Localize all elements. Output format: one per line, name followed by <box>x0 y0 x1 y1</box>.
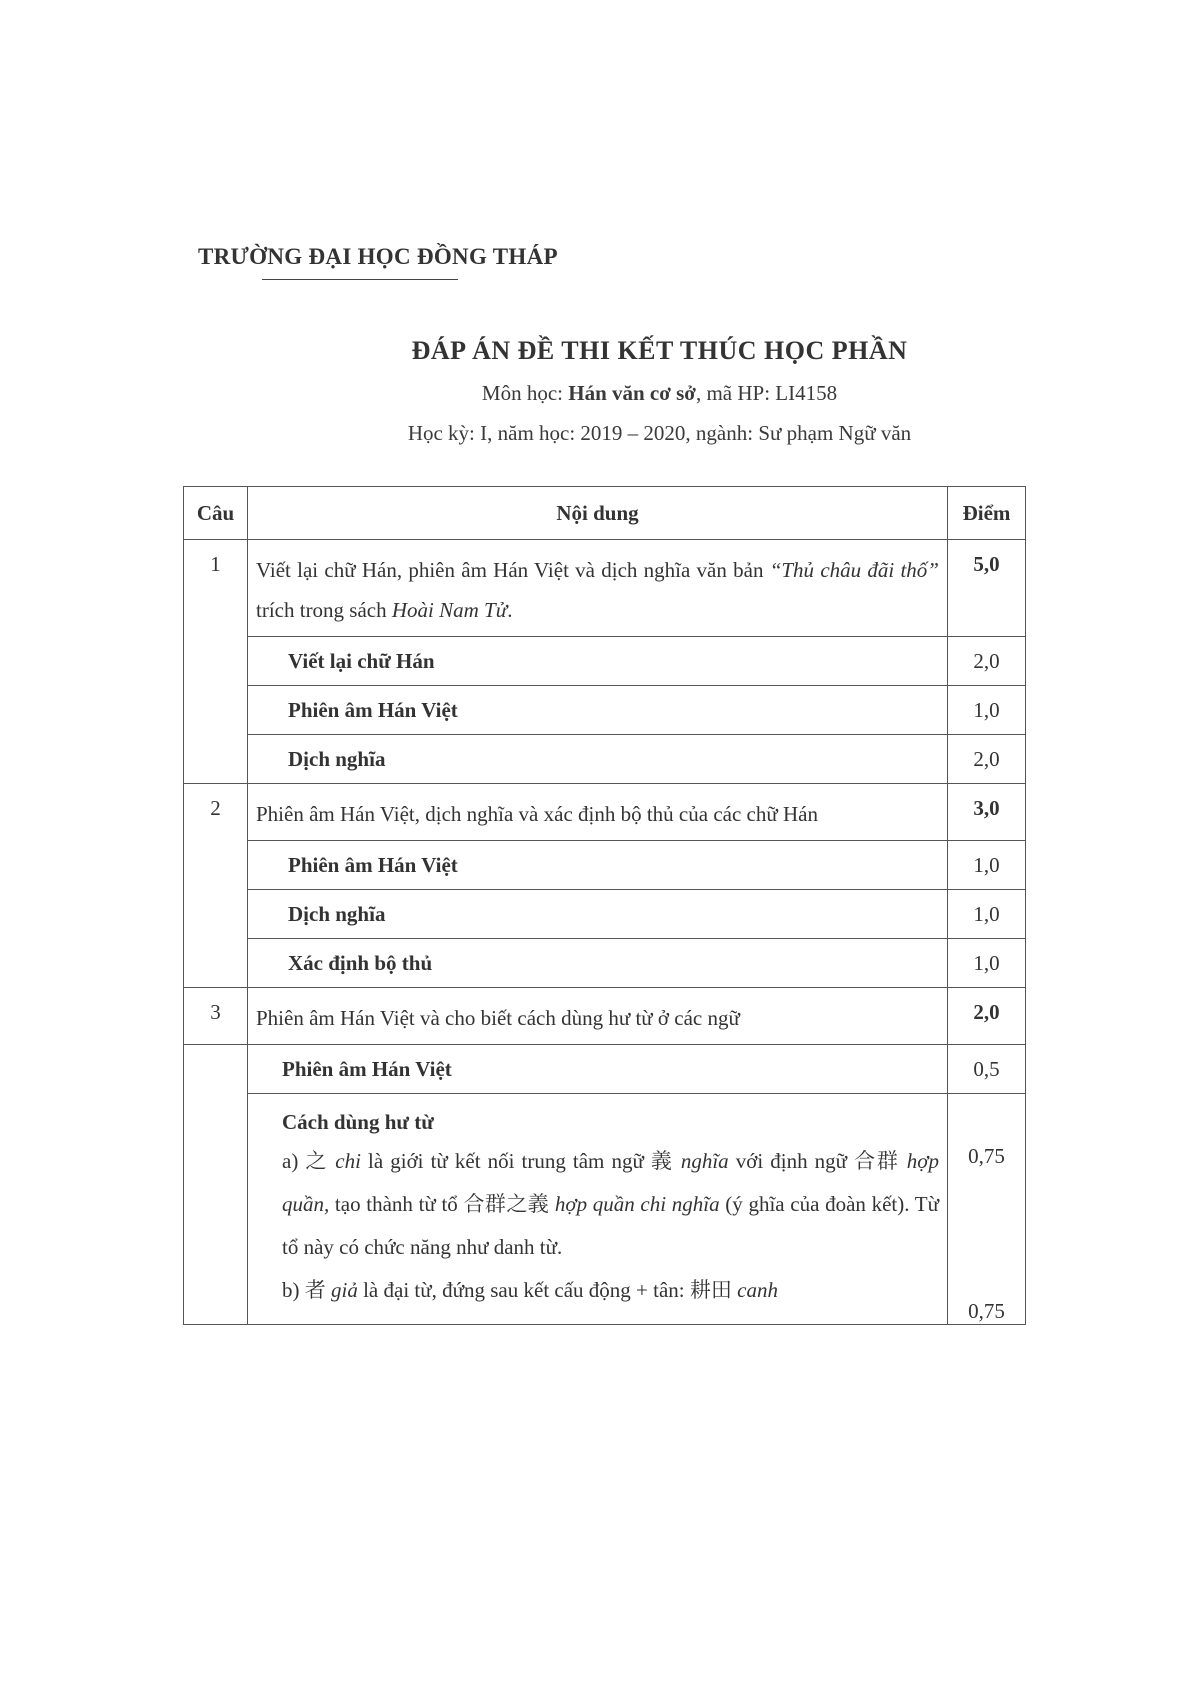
document-title: ĐÁP ÁN ĐỀ THI KẾT THÚC HỌC PHẦN <box>411 336 908 365</box>
table-row <box>184 841 1026 890</box>
question-number: 3 <box>184 988 248 1045</box>
item-marker: a) <box>282 1149 306 1173</box>
han-text: 之 <box>305 1149 329 1173</box>
item-text: là đại từ, đứng sau kết cấu động + tân: <box>357 1278 690 1302</box>
header-question: Câu <box>184 487 248 540</box>
header-points: Điểm <box>948 487 1026 540</box>
part-label: Xác định bộ thủ <box>248 939 948 988</box>
part-label: Phiên âm Hán Việt <box>248 1045 948 1094</box>
table-row <box>184 939 1026 988</box>
part-label: Phiên âm Hán Việt <box>248 686 948 735</box>
part-points: 1,0 <box>948 841 1026 890</box>
table-row <box>184 784 1026 841</box>
han-text: 合群之義 <box>463 1192 550 1216</box>
item-text: với định ngữ <box>728 1149 855 1173</box>
han-text: 者 <box>304 1278 326 1302</box>
han-text: 合群 <box>854 1149 900 1173</box>
subject-prefix: Môn học: <box>481 381 569 405</box>
table-row <box>184 686 1026 735</box>
han-text: 耕田 <box>689 1278 732 1302</box>
part-label: Dịch nghĩa <box>248 735 948 784</box>
question-points: 2,0 <box>948 988 1026 1045</box>
part-label: Dịch nghĩa <box>248 890 948 939</box>
q1-text-b: trích trong sách <box>256 598 392 622</box>
table-row <box>184 735 1026 784</box>
table-row <box>184 890 1026 939</box>
reading: hợp quần chi nghĩa <box>549 1192 720 1216</box>
part-points: 1,0 <box>948 890 1026 939</box>
question-number: 1 <box>184 540 248 784</box>
table-row <box>184 1045 1026 1094</box>
subject-name: Hán văn cơ sở <box>568 381 696 405</box>
question-text <box>248 540 948 637</box>
usage-item-b <box>256 1269 939 1312</box>
table-row <box>184 540 1026 637</box>
q1-quote: “Thủ châu đãi thố” <box>769 558 939 582</box>
subject-suffix: , mã HP: LI4158 <box>695 381 838 405</box>
item-text: tạo thành từ tổ <box>329 1192 464 1216</box>
item-b-points: 0,75 <box>968 1299 1005 1323</box>
table-header-row <box>184 487 1026 540</box>
q1-text-a: Viết lại chữ Hán, phiên âm Hán Việt và dịch nghĩa văn bản <box>256 558 770 582</box>
answer-table <box>183 486 1026 1325</box>
usage-item-a <box>256 1140 939 1269</box>
part-points: 1,0 <box>948 686 1026 735</box>
part-label: Viết lại chữ Hán <box>248 637 948 686</box>
question-number: 2 <box>184 784 248 988</box>
part-points: 0,5 <box>948 1045 1026 1094</box>
part-label: Phiên âm Hán Việt <box>248 841 948 890</box>
question-text: Phiên âm Hán Việt, dịch nghĩa và xác định bộ thủ của các chữ Hán <box>248 784 948 841</box>
item-text: (ý ghĩa của đoàn kết). Từ tổ này có chức năng như danh từ. <box>282 1192 939 1259</box>
points-spacer <box>949 1169 1024 1299</box>
part-points: 2,0 <box>948 637 1026 686</box>
question-text: Phiên âm Hán Việt và cho biết cách dùng hư từ ở các ngữ <box>248 988 948 1045</box>
han-text: 義 <box>650 1149 674 1173</box>
usage-cell <box>248 1094 948 1325</box>
term-line: Học kỳ: I, năm học: 2019 – 2020, ngành: Sư phạm Ngữ văn <box>407 421 912 445</box>
q1-text-c: . <box>507 598 513 622</box>
table-row <box>184 1094 1026 1325</box>
item-a-points: 0,75 <box>968 1144 1005 1168</box>
school-underline <box>262 279 458 280</box>
subject-line <box>0 381 1191 406</box>
reading: chi <box>328 1149 361 1173</box>
table-row <box>184 988 1026 1045</box>
part-points: 1,0 <box>948 939 1026 988</box>
item-marker: b) <box>282 1278 305 1302</box>
q1-book: Hoài Nam Tử <box>391 598 508 622</box>
question-number-empty <box>184 1045 248 1325</box>
reading: nghĩa <box>673 1149 729 1173</box>
table-row <box>184 637 1026 686</box>
question-points: 5,0 <box>948 540 1026 637</box>
school-name: TRƯỜNG ĐẠI HỌC ĐỒNG THÁP <box>198 244 558 269</box>
reading: canh <box>731 1278 778 1302</box>
question-points: 3,0 <box>948 784 1026 841</box>
reading: hợp quần, <box>282 1149 940 1216</box>
item-text: là giới từ kết nối trung tâm ngữ <box>360 1149 651 1173</box>
reading: giả <box>325 1278 358 1302</box>
header-content: Nội dung <box>248 487 948 540</box>
usage-points <box>948 1094 1026 1325</box>
usage-label: Cách dùng hư từ <box>282 1110 434 1134</box>
part-points: 2,0 <box>948 735 1026 784</box>
